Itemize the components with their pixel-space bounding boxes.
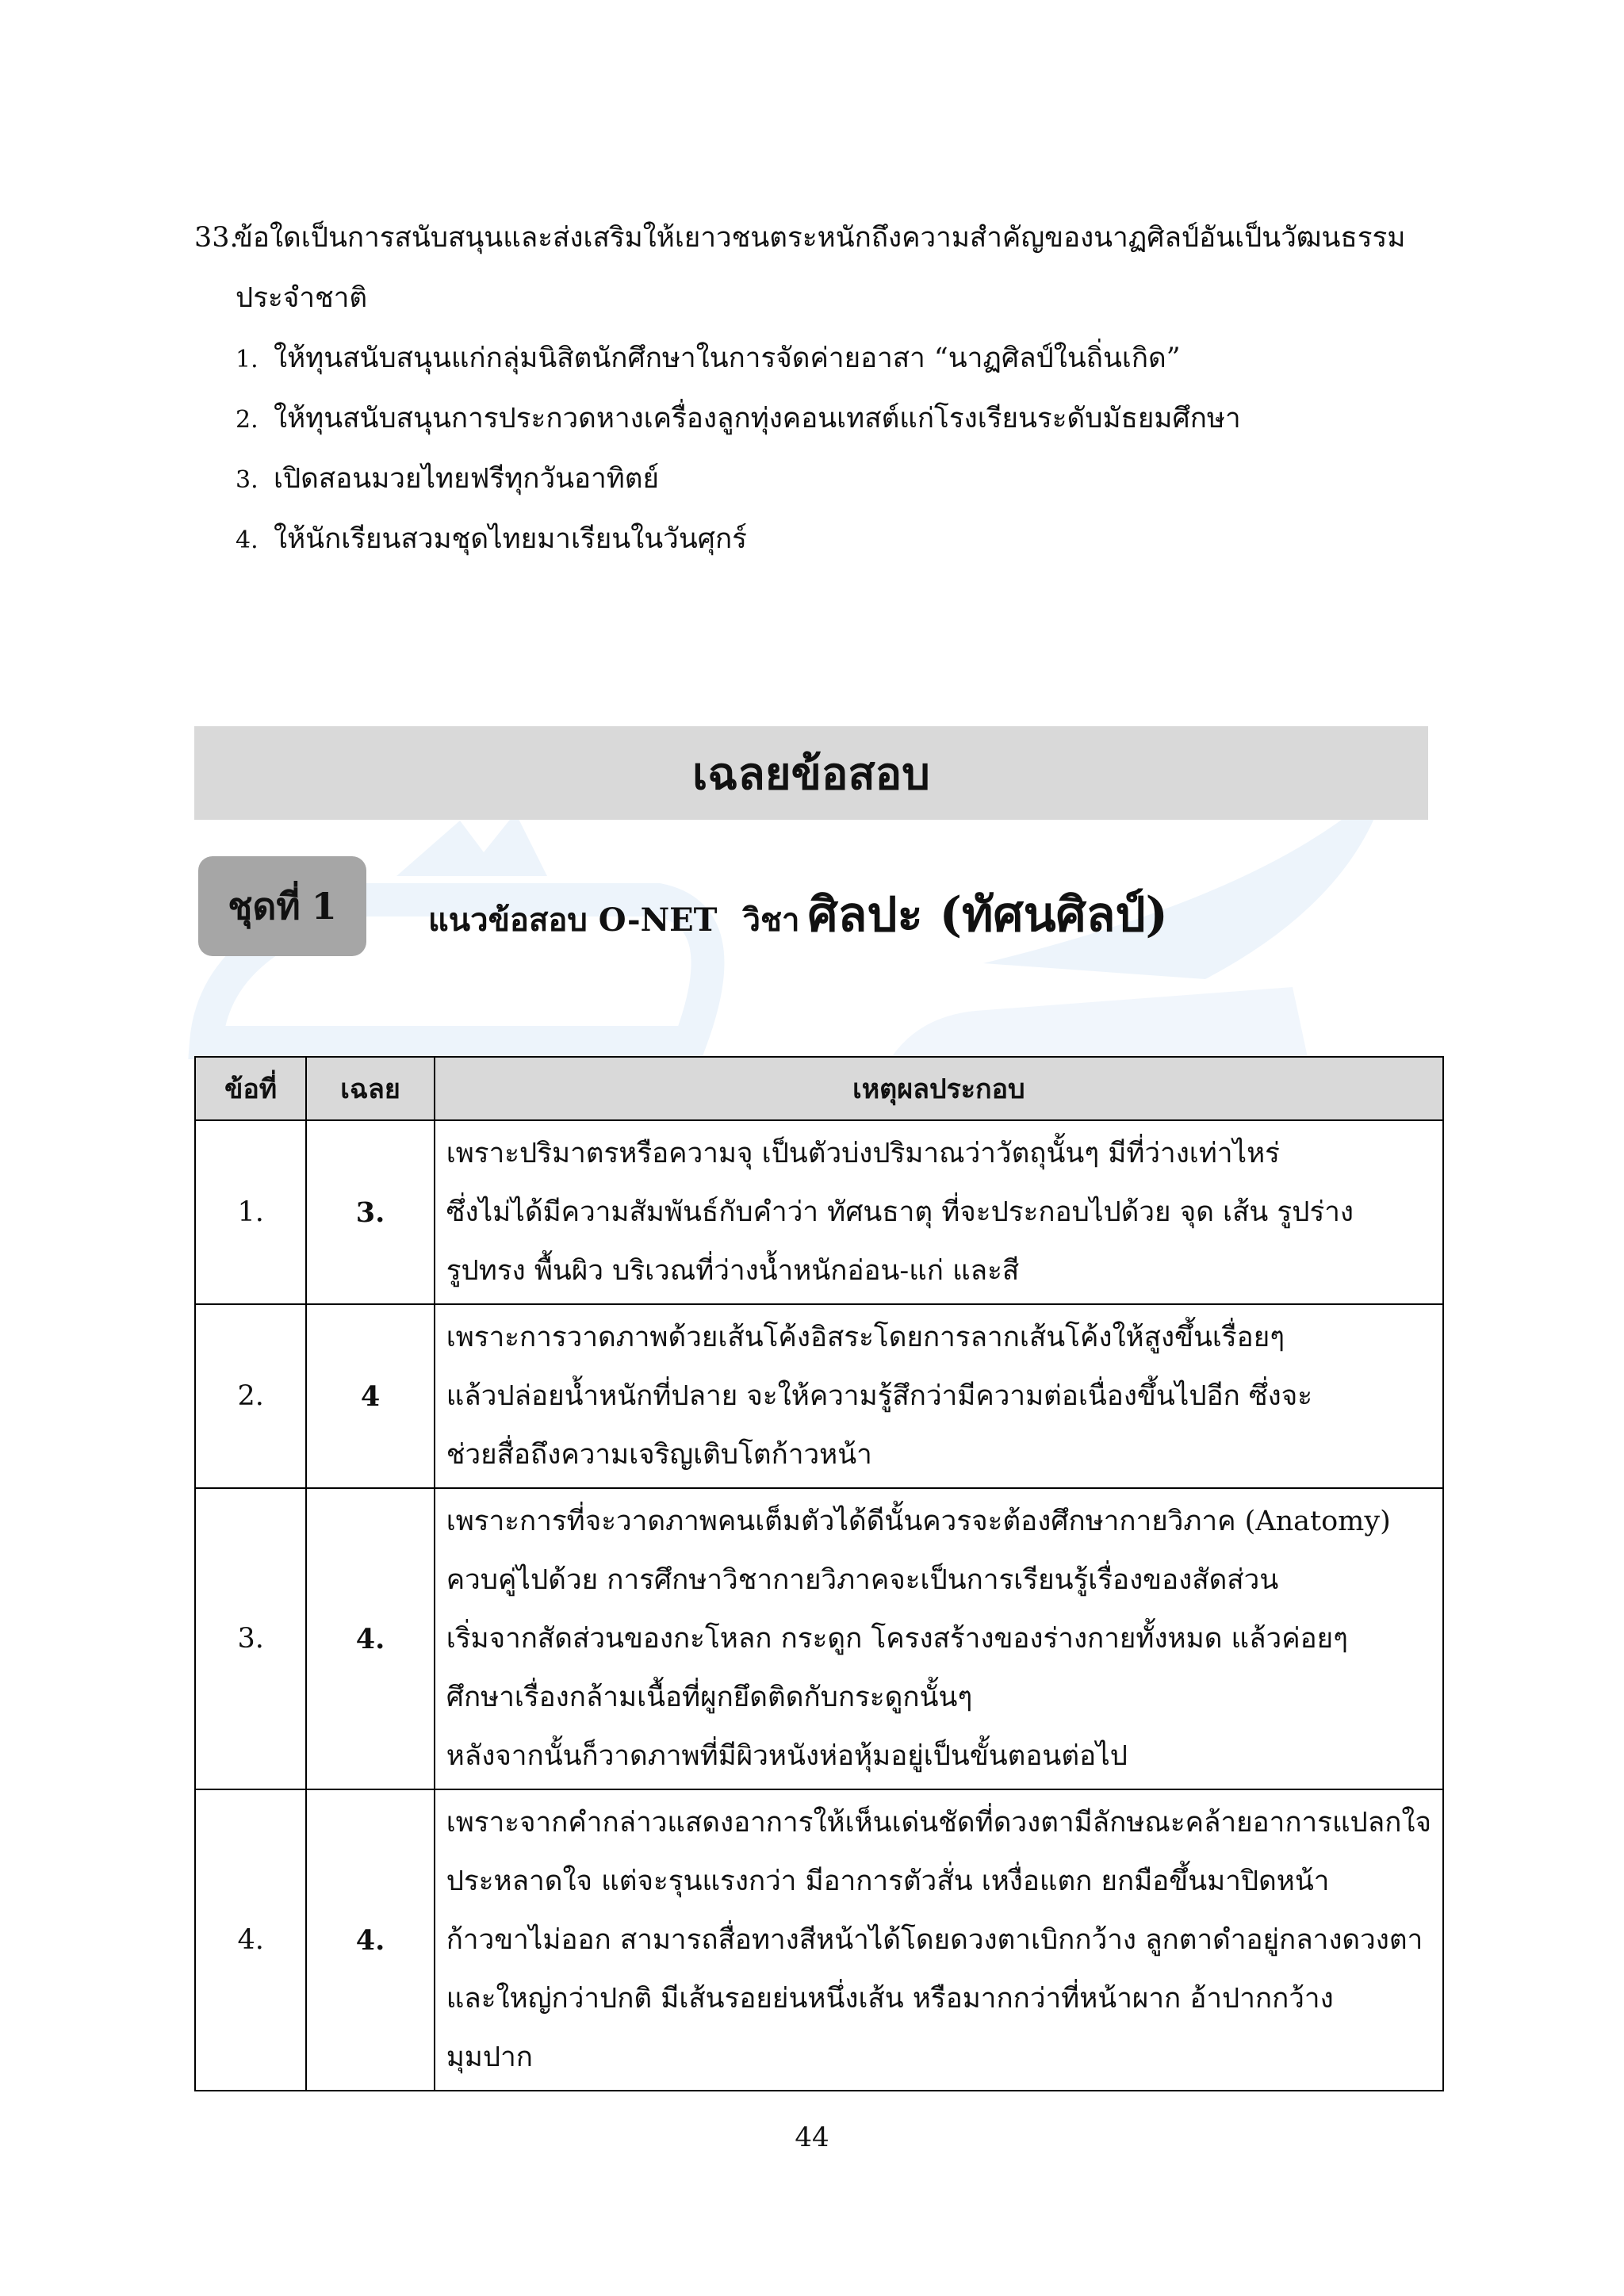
option-1: [194, 328, 1431, 388]
reason-line: เพราะการวาดภาพด้วยเส้นโค้งอิสระโดยการลากเส้นโค้งให้สูงขึ้นเรื่อยๆ: [446, 1322, 1285, 1353]
row-answer: 3.: [306, 1120, 434, 1304]
answer-key-heading: เฉลยข้อสอบ: [194, 726, 1428, 820]
exam-subtitle: [428, 877, 1168, 952]
row-number: 1.: [195, 1120, 306, 1304]
exam-prefix: แนวข้อสอบ O-NET: [428, 901, 718, 939]
table-header-row: [195, 1057, 1443, 1120]
set-badge-label: ชุดที่: [228, 884, 301, 928]
set-badge: [198, 856, 366, 956]
reason-line: เพราะจากคำกล่าวแสดงอาการให้เห็นเด่นชัดที่ดวงตามีลักษณะคล้ายอาการแปลกใจ: [446, 1807, 1431, 1839]
reason-line: ศึกษาเรื่องกล้ามเนื้อที่ผูกยึดติดกับกระดูกนั้นๆ: [446, 1682, 973, 1713]
column-header-reason: เหตุผลประกอบ: [435, 1057, 1443, 1120]
subject-name: ศิลปะ (ทัศนศิลป์): [807, 887, 1168, 943]
question-number: 33.: [194, 222, 239, 254]
question-text-line2: ประจำชาติ: [236, 282, 368, 314]
reason-line: เพราะปริมาตรหรือความจุ เป็นตัวบ่งปริมาณว่าวัตถุนั้นๆ มีที่ว่างเท่าไหร่: [446, 1138, 1280, 1169]
option-3: [194, 449, 1431, 509]
table-row: [195, 1120, 1443, 1304]
option-text: ให้นักเรียนสวมชุดไทยมาเรียนในวันศุกร์: [274, 523, 747, 555]
option-number: 2.: [236, 406, 259, 434]
option-number: 4.: [236, 526, 259, 554]
reason-line: ช่วยสื่อถึงความเจริญเติบโตก้าวหน้า: [446, 1439, 872, 1471]
question-text-line1: ข้อใดเป็นการสนับสนุนและส่งเสริมให้เยาวชนตระหนักถึงความสำคัญของนาฏศิลป์อันเป็นวัฒนธรรม: [234, 222, 1406, 254]
row-answer: 4.: [306, 1789, 434, 2091]
question-33: [194, 208, 1431, 569]
option-text: ให้ทุนสนับสนุนการประกวดหางเครื่องลูกทุ่งคอนเทสต์แก่โรงเรียนระดับมัธยมศึกษา: [274, 403, 1241, 434]
row-reason: [435, 1120, 1443, 1304]
row-answer: 4: [306, 1304, 434, 1488]
option-text: เปิดสอนมวยไทยฟรีทุกวันอาทิตย์: [274, 463, 660, 495]
table-row: [195, 1789, 1443, 2091]
table-row: [195, 1304, 1443, 1488]
reason-line: เริ่มจากสัดส่วนของกะโหลก กระดูก โครงสร้างของร่างกายทั้งหมด แล้วค่อยๆ: [446, 1623, 1348, 1655]
reason-line: ก้าวขาไม่ออก สามารถสื่อทางสีหน้าได้โดยดวงตาเบิกกว้าง ลูกตาดำอยู่กลางดวงตา: [446, 1924, 1423, 1956]
reason-line: มุมปาก: [446, 2042, 533, 2073]
reason-line: หลังจากนั้นก็วาดภาพที่มีผิวหนังห่อหุ้มอยู่เป็นขั้นตอนต่อไป: [446, 1740, 1128, 1772]
reason-line: เพราะการที่จะวาดภาพคนเต็มตัวได้ดีนั้นควรจะต้องศึกษากายวิภาค (Anatomy): [446, 1506, 1391, 1537]
row-reason: [435, 1304, 1443, 1488]
option-4: [194, 509, 1431, 569]
row-number: 2.: [195, 1304, 306, 1488]
option-number: 1.: [236, 346, 259, 373]
reason-line: ซึ่งไม่ได้มีความสัมพันธ์กับคำว่า ทัศนธาตุ ที่จะประกอบไปด้วย จุด เส้น รูปร่าง: [446, 1196, 1354, 1228]
reason-line: และใหญ่กว่าปกติ มีเส้นรอยย่นหนึ่งเส้น หรือมากกว่าที่หน้าผาก อ้าปากกว้าง: [446, 1983, 1334, 2015]
option-number: 3.: [236, 466, 259, 494]
column-header-answer: เฉลย: [306, 1057, 434, 1120]
column-header-number: ข้อที่: [195, 1057, 306, 1120]
set-badge-number: 1: [311, 885, 337, 928]
row-number: 3.: [195, 1488, 306, 1789]
reason-line: ประหลาดใจ แต่จะรุนแรงกว่า มีอาการตัวสั่น เหงื่อแตก ยกมือขึ้นมาปิดหน้า: [446, 1866, 1330, 1897]
subject-label: วิชา: [742, 901, 800, 939]
answer-table: [194, 1056, 1444, 2091]
reason-line: ควบคู่ไปด้วย การศึกษาวิชากายวิภาคจะเป็นการเรียนรู้เรื่องของสัดส่วน: [446, 1564, 1279, 1596]
reason-line: แล้วปล่อยน้ำหนักที่ปลาย จะให้ความรู้สึกว่ามีความต่อเนื่องขึ้นไปอีก ซึ่งจะ: [446, 1380, 1313, 1412]
row-reason: [435, 1789, 1443, 2091]
row-number: 4.: [195, 1789, 306, 2091]
option-text: ให้ทุนสนับสนุนแก่กลุ่มนิสิตนักศึกษาในการจัดค่ายอาสา “นาฏศิลป์ในถิ่นเกิด”: [274, 342, 1181, 374]
row-reason: [435, 1488, 1443, 1789]
option-2: [194, 388, 1431, 449]
page-number: 44: [795, 2122, 829, 2153]
question-text: [194, 208, 1431, 268]
reason-line: รูปทรง พื้นผิว บริเวณที่ว่างน้ำหนักอ่อน-แก่ และสี: [446, 1255, 1020, 1287]
table-row: [195, 1488, 1443, 1789]
row-answer: 4.: [306, 1488, 434, 1789]
